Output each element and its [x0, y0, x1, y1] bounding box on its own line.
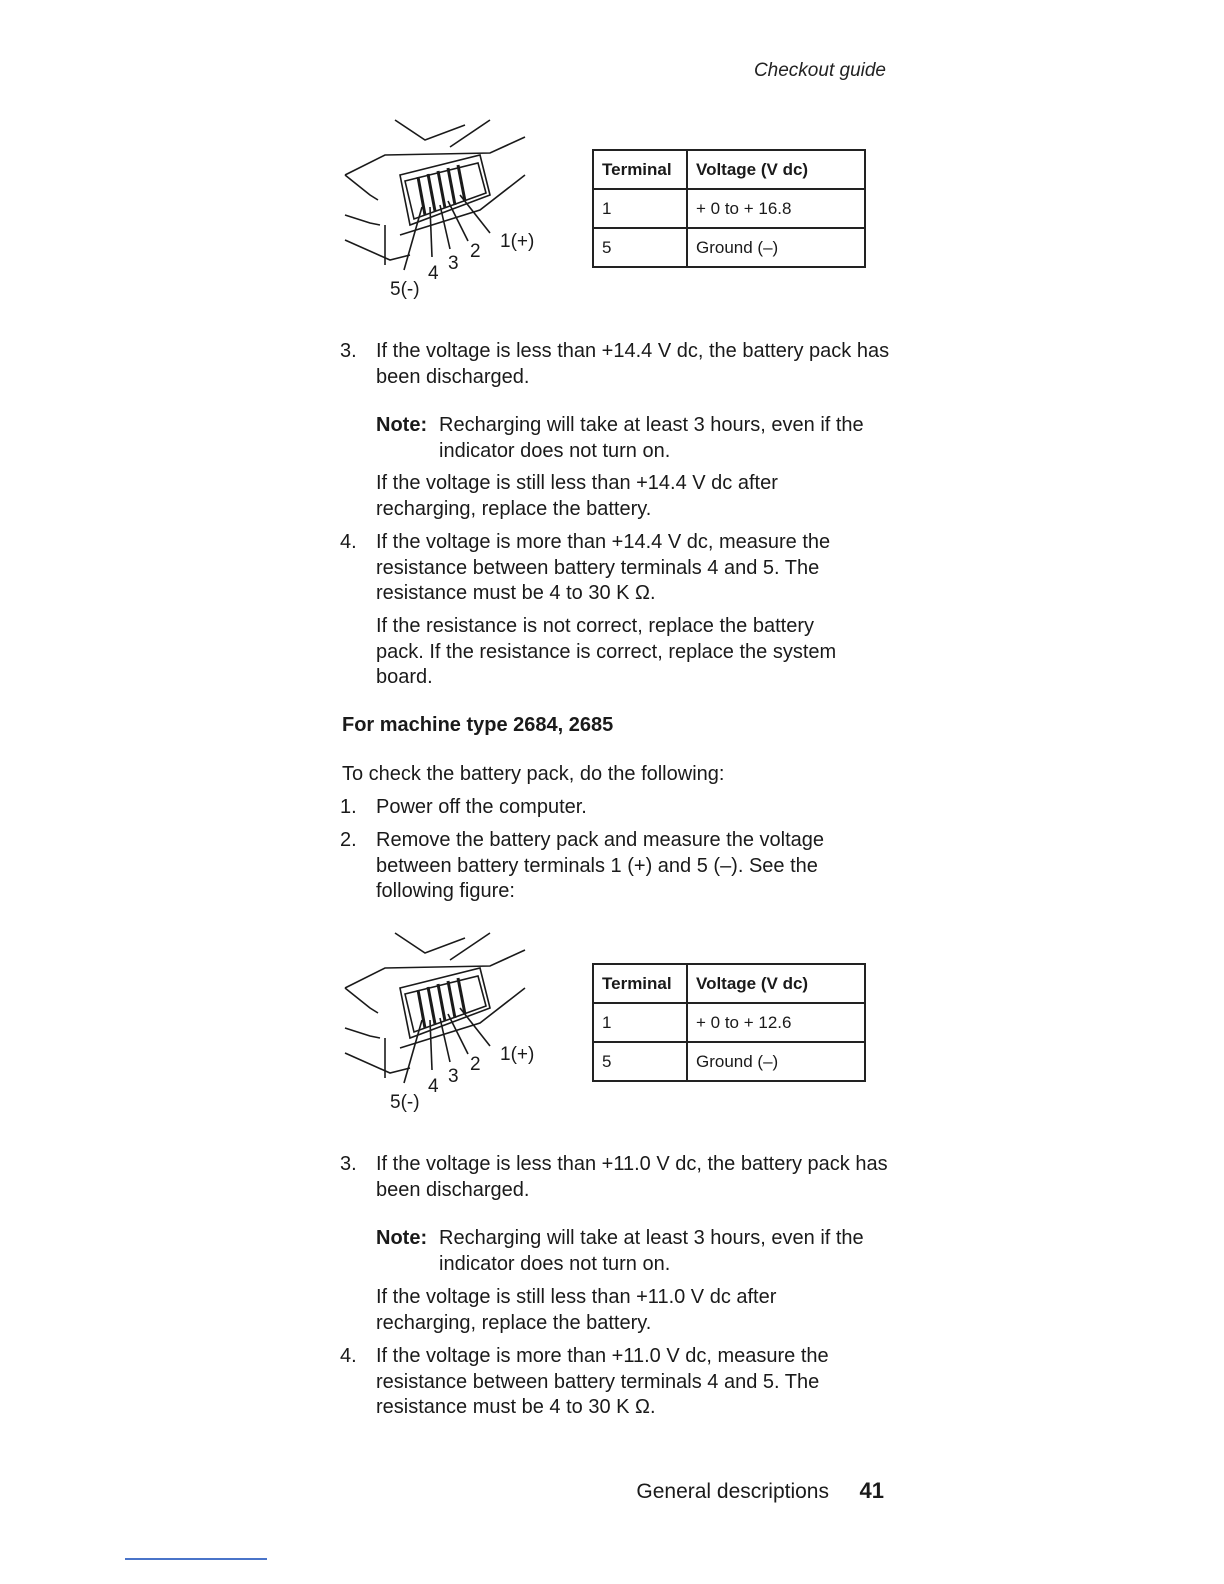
table-cell: 1 — [593, 1003, 687, 1042]
table-cell: Ground (–) — [687, 1042, 865, 1081]
running-title: Checkout guide — [753, 60, 886, 81]
terminal-label-3: 3 — [448, 253, 459, 274]
battery-terminal-figure-1 — [340, 115, 540, 305]
step-text: If the voltage is more than +11.0 V dc, measure the resistance between battery terminals 4 and 5. The resistance must be 4 to 30 K Ω. — [376, 1345, 829, 1418]
step-number: 4. — [340, 531, 357, 553]
footer-section-name: General descriptions — [636, 1480, 829, 1503]
table-header-terminal: Terminal — [593, 150, 687, 189]
terminal-label-1: 1(+) — [500, 231, 535, 252]
terminal-label-4: 4 — [428, 263, 439, 284]
terminal-label-1: 1(+) — [500, 1044, 535, 1065]
page-number: 41 — [859, 1478, 884, 1503]
table-cell: + 0 to + 12.6 — [687, 1003, 865, 1042]
battery-terminal-figure-2 — [340, 928, 540, 1118]
note-text: Recharging will take at least 3 hours, even if the indicator does not turn on. — [439, 1227, 864, 1275]
intro-text: To check the battery pack, do the following: — [342, 763, 725, 785]
terminal-label-4: 4 — [428, 1076, 439, 1097]
note-label: Note: — [376, 1227, 428, 1249]
step-text: If the voltage is still less than +11.0 V dc after recharging, replace the battery. — [376, 1286, 777, 1334]
note-label: Note: — [376, 414, 428, 436]
step-number: 4. — [340, 1345, 357, 1367]
step-text: If the resistance is not correct, replace the battery pack. If the resistance is correct, replace the system board. — [376, 615, 837, 688]
table-header-voltage: Voltage (V dc) — [687, 150, 865, 189]
table-cell: 1 — [593, 189, 687, 228]
step-text: If the voltage is more than +14.4 V dc, measure the resistance between battery terminals 4 and 5. The resistance must be 4 to 30 K Ω. — [376, 531, 831, 604]
step-text: If the voltage is less than +14.4 V dc, the battery pack has been discharged. — [376, 340, 890, 388]
step-text: Power off the computer. — [376, 796, 587, 818]
terminal-label-5: 5(-) — [390, 279, 420, 300]
voltage-table-1 — [592, 149, 866, 268]
table-cell: 5 — [593, 228, 687, 267]
table-cell: Ground (–) — [687, 228, 865, 267]
voltage-table-2 — [592, 963, 866, 1082]
table-cell: 5 — [593, 1042, 687, 1081]
note-text: Recharging will take at least 3 hours, even if the indicator does not turn on. — [439, 414, 864, 462]
step-text: If the voltage is less than +11.0 V dc, the battery pack has been discharged. — [376, 1153, 888, 1201]
divider — [125, 1558, 267, 1560]
terminal-label-5: 5(-) — [390, 1092, 420, 1113]
section-heading: For machine type 2684, 2685 — [342, 714, 614, 736]
terminal-label-2: 2 — [470, 1054, 481, 1075]
step-text: If the voltage is still less than +14.4 V dc after recharging, replace the battery. — [376, 472, 778, 520]
terminal-label-2: 2 — [470, 241, 481, 262]
step-number: 3. — [340, 340, 357, 362]
table-cell: + 0 to + 16.8 — [687, 189, 865, 228]
table-header-voltage: Voltage (V dc) — [687, 964, 865, 1003]
step-number: 2. — [340, 829, 357, 851]
step-text: Remove the battery pack and measure the voltage between battery terminals 1 (+) and 5 (–). See the following figure: — [376, 829, 825, 902]
table-header-terminal: Terminal — [593, 964, 687, 1003]
step-number: 1. — [340, 796, 357, 818]
step-number: 3. — [340, 1153, 357, 1175]
terminal-label-3: 3 — [448, 1066, 459, 1087]
